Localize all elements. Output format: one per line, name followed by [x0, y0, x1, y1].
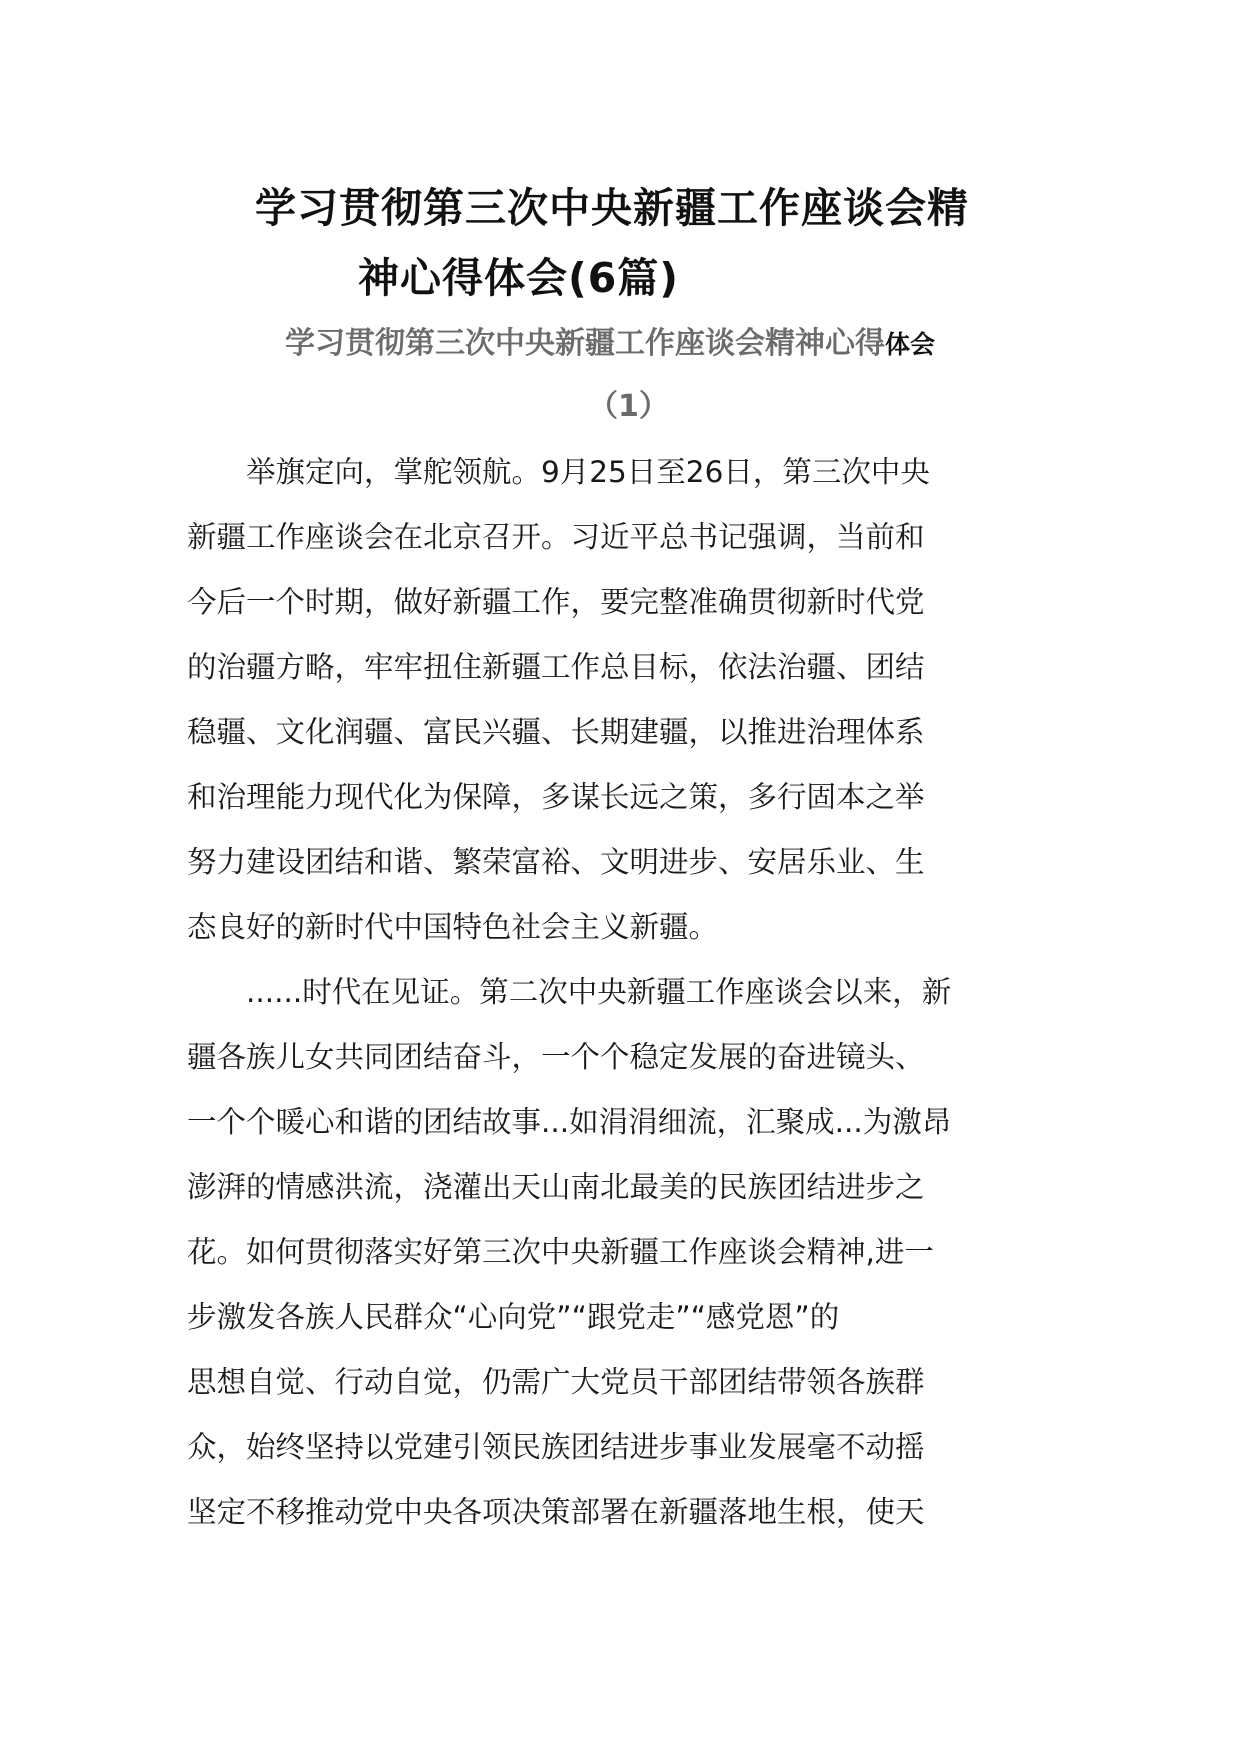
body-line: 举旗定向，掌舵领航。9月25日至26日，第三次中央 [187, 455, 930, 489]
body-line: 步激发各族人民群众“心向党”“跟党走”“感党恩”的 [187, 1300, 840, 1334]
body-line: 花。如何贯彻落实好第三次中央新疆工作座谈会精神,进一 [187, 1235, 934, 1269]
section-subtitle-main: 学习贯彻第三次中央新疆工作座谈会精神心得 [285, 326, 885, 361]
section-subtitle-suffix: 体会 [885, 330, 936, 359]
body-line: 稳疆、文化润疆、富民兴疆、长期建疆，以推进治理体系 [187, 715, 925, 749]
document-title-line-2: 神心得体会(6篇) [358, 254, 680, 302]
document-body [187, 440, 1059, 1545]
paragraph-2 [187, 960, 1059, 1545]
body-line: 疆各族儿女共同团结奋斗，一个个稳定发展的奋进镜头、 [187, 1040, 925, 1074]
body-line: 今后一个时期，做好新疆工作，要完整准确贯彻新时代党 [187, 585, 925, 619]
paragraph-1 [187, 440, 1059, 960]
body-line: 态良好的新时代中国特色社会主义新疆。 [187, 910, 719, 944]
body-line: 一个个暖心和谐的团结故事...如涓涓细流，汇聚成...为激昂 [187, 1105, 952, 1139]
body-line: 坚定不移推动党中央各项决策部署在新疆落地生根，使天 [187, 1495, 925, 1529]
body-line: 和治理能力现代化为保障，多谋长远之策，多行固本之举 [187, 780, 925, 814]
section-number: （1） [588, 389, 669, 424]
body-line: ......时代在见证。第二次中央新疆工作座谈会以来，新 [187, 975, 952, 1009]
body-line: 的治疆方略，牢牢扭住新疆工作总目标，依法治疆、团结 [187, 650, 925, 684]
body-line: 众，始终坚持以党建引领民族团结进步事业发展毫不动摇 [187, 1430, 925, 1464]
document-title-line-1: 学习贯彻第三次中央新疆工作座谈会精 [255, 184, 969, 232]
body-line: 新疆工作座谈会在北京召开。习近平总书记强调，当前和 [187, 520, 925, 554]
body-line: 努力建设团结和谐、繁荣富裕、文明进步、安居乐业、生 [187, 845, 925, 879]
body-line: 思想自觉、行动自觉，仍需广大党员干部团结带领各族群 [187, 1365, 925, 1399]
body-line: 澎湃的情感洪流，浇灌出天山南北最美的民族团结进步之 [187, 1170, 925, 1204]
section-subtitle [285, 318, 935, 362]
